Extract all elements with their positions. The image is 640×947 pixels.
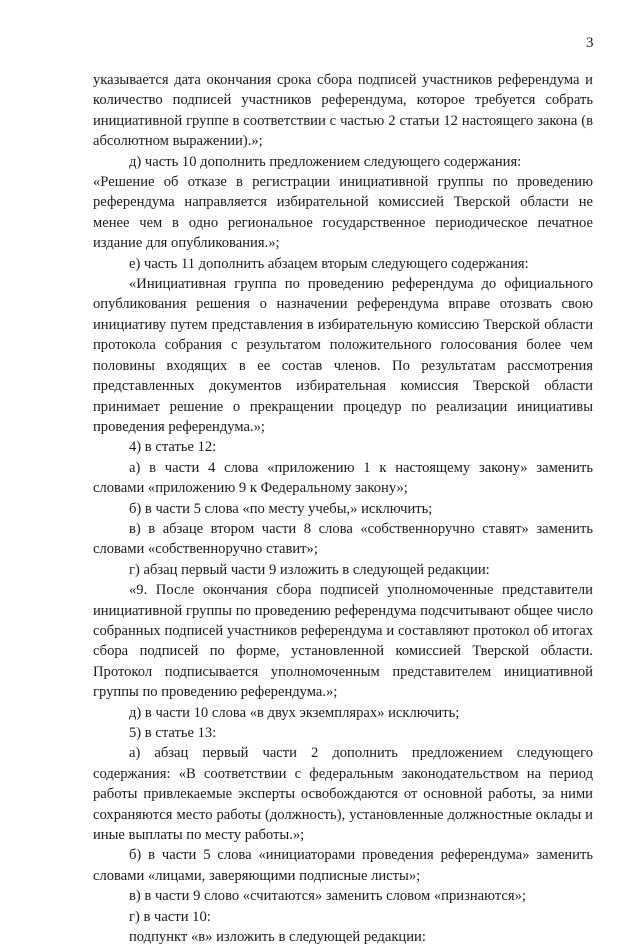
- paragraph-5: «Инициативная группа по проведению референдума до официального опубликования решения о назначении референдума вправе отозвать свою инициативу путем представления в избирательную комиссию Тверской области протокола собрания с результатом положительного голосования более чем половины входящих в ее состав членов. По результатам рассмотрения представленных документов избирательная комиссия Тверской области принимает решение о прекращении процедур по реализации инициативы проведения референдума.»;: [93, 276, 593, 435]
- paragraph-18: подпункт «в» изложить в следующей редакции:: [129, 929, 426, 946]
- paragraph-2: д) часть 10 дополнить предложением следующего содержания:: [129, 153, 522, 170]
- paragraph-1: указывается дата окончания срока сбора подписей участников референдума и количество подписей участников референдума, которое требуется собрать инициативной группе в соответствии с частью 2 статьи 12 настоящего закона (в абсолютном выражении).»;: [93, 72, 593, 150]
- paragraph-17: г) в части 10:: [129, 908, 211, 925]
- paragraph-15: б) в части 5 слова «инициаторами проведения референдума» заменить словами «лицами, заверяющими подписные листы»;: [93, 847, 593, 884]
- paragraph-11: «9. После окончания сбора подписей уполномоченные представители инициативной группы по проведению референдума подсчитывают общее число собранных подписей участников референдума и составляют протокол об итогах сбора подписей по форме, установленной комиссией Тверской области. Протокол подписывается уполномоченным представителем инициативной группы по проведению референдума.»;: [93, 582, 593, 701]
- paragraph-10: г) абзац первый части 9 изложить в следующей редакции:: [129, 561, 490, 578]
- page-number: 3: [586, 35, 594, 51]
- paragraph-14: а) абзац первый части 2 дополнить предложением следующего содержания: «В соответствии с федеральным законодательством на период работы привлекаемые эксперты освобождаются от основной работы, за ними сохраняются место работы (должность), установленные должностные оклады и иные выплаты по месту работы.»;: [93, 745, 593, 844]
- paragraph-12: д) в части 10 слова «в двух экземплярах» исключить;: [129, 704, 460, 721]
- paragraph-8: б) в части 5 слова «по месту учебы,» исключить;: [129, 500, 433, 517]
- paragraph-9: в) в абзаце втором части 8 слова «собственноручно ставят» заменить словами «собственноручно ставит»;: [93, 520, 593, 558]
- paragraph-6: 4) в статье 12:: [129, 439, 217, 456]
- paragraph-3: «Решение об отказе в регистрации инициативной группы по проведению референдума направляется избирательной комиссией Тверской области не менее чем в одно региональное государственное периодическое печатное издание для опубликования.»;: [93, 174, 593, 252]
- paragraph-13: 5) в статье 13:: [129, 725, 217, 741]
- paragraph-7: а) в части 4 слова «приложению 1 к настоящему закону» заменить словами «приложению 9 к Федеральному закону»;: [93, 459, 593, 497]
- document-body: [93, 70, 593, 947]
- paragraph-4: е) часть 11 дополнить абзацем вторым следующего содержания:: [129, 255, 529, 272]
- paragraph-16: в) в части 9 слово «считаются» заменить словом «признаются»;: [129, 888, 526, 905]
